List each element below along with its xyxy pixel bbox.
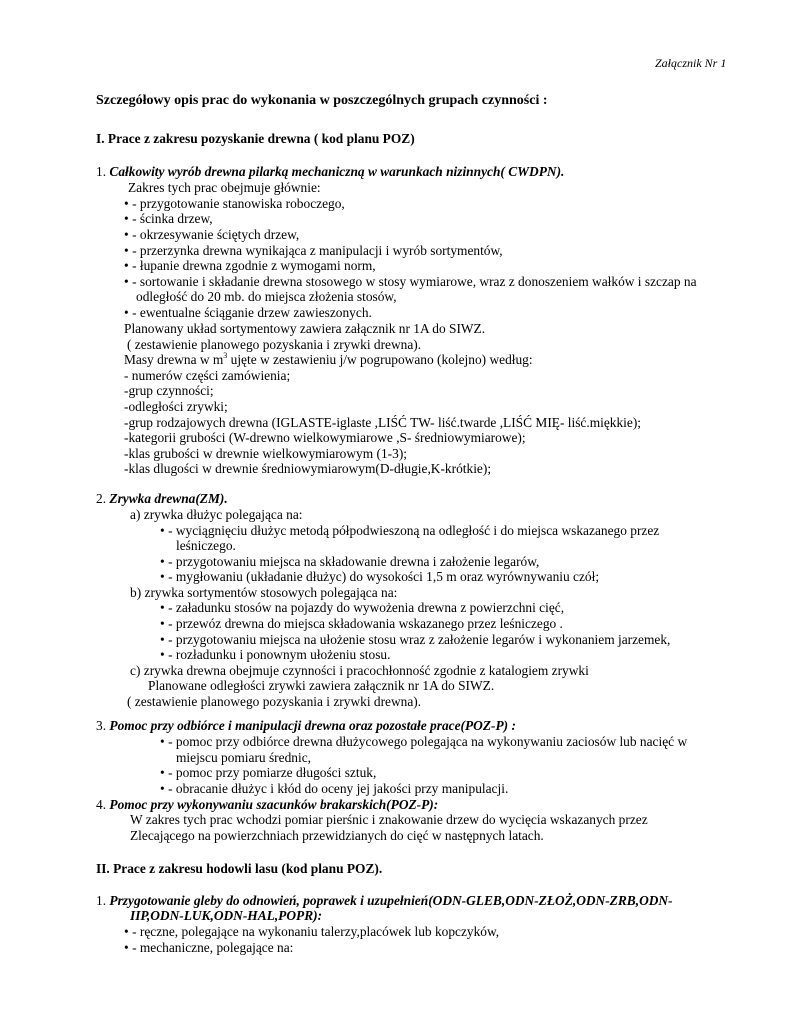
paragraph-line: W zakres tych prac wchodzi pomiar pierśnic i znakowanie drzew do wycięcia wskazanych przez — [130, 812, 648, 827]
list-item-continuation: leśniczego. — [176, 538, 236, 553]
list-item-text: - przygotowaniu miejsca na ułożenie stosu wraz z założenie legarów i wykonaniem jarzemek, — [168, 632, 671, 647]
bullet-icon: • — [160, 554, 165, 569]
list-item-text: - przerzynka drewna wynikająca z manipulacji i wyrób sortymentów, — [132, 243, 503, 258]
subitem-c-planned: Planowane odległości zrywki zawiera załącznik nr 1A do SIWZ. — [148, 678, 495, 693]
list-item — [124, 940, 293, 956]
bullet-icon: • — [124, 227, 129, 242]
group-item: -klas dlugości w drewnie średniowymiarowym(D-długie,K-krótkie); — [124, 461, 492, 476]
list-item — [124, 243, 503, 259]
bullet-icon: • — [160, 600, 165, 615]
bullet-icon: • — [124, 243, 129, 258]
section-1-heading: I. Prace z zakresu pozyskanie drewna ( kod planu POZ) — [96, 131, 415, 146]
list-item — [160, 632, 670, 648]
bullet-icon: • — [160, 616, 165, 631]
group-item: -klas grubości w drewnie wielkowymiarowym (1-3); — [124, 446, 407, 461]
bullet-icon: • — [160, 647, 165, 662]
list-item-text: - sortowanie i składanie drewna stosowego w stosy wymiarowe, wraz z donoszeniem wałków i szczap na — [132, 274, 697, 289]
list-item-continuation: odległość do 20 mb. do miejsca złożenia stosów, — [136, 289, 397, 304]
s1-item4-heading — [96, 797, 438, 813]
masses-text — [124, 352, 533, 368]
s1-item2-number: 2. — [96, 491, 107, 506]
list-item — [124, 924, 499, 940]
subitem-c-note: ( zestawienie planowego pozyskania i zrywki drewna). — [127, 694, 422, 709]
masses-text-end: ujęte w zestawieniu j/w pogrupowano (kolejno) według: — [227, 352, 533, 367]
subitem-a-label: a) zrywka dłużyc polegająca na: — [130, 507, 303, 522]
group-item: -grup czynności; — [124, 383, 214, 398]
bullet-icon: • — [124, 196, 129, 211]
list-item-text: - przewóz drewna do miejsca składowania wskazanego przez leśniczego . — [168, 616, 563, 631]
superscript: 3 — [223, 351, 228, 360]
list-item-text: - obracanie dłużyc i kłód do oceny jej jakości przy manipulacji. — [168, 781, 509, 796]
s1-item1-title: Całkowity wyrób drewna pilarką mechaniczną w warunkach nizinnych( CWDPN). — [109, 164, 565, 179]
s1-item3-number: 3. — [96, 718, 107, 733]
list-item — [124, 227, 299, 243]
list-item — [160, 781, 508, 797]
bullet-icon: • — [124, 305, 129, 320]
list-item — [124, 211, 213, 227]
list-item — [160, 734, 687, 750]
list-item-text: - przygotowaniu miejsca na składowanie drewna i założenie legarów, — [168, 554, 540, 569]
list-item — [160, 600, 564, 616]
bullet-icon: • — [160, 569, 165, 584]
list-item-text: - rozładunku i ponownym ułożeniu stosu. — [168, 647, 391, 662]
subitem-c-label: c) zrywka drewna obejmuje czynności i pracochłonność zgodnie z katalogiem zrywki — [130, 663, 589, 678]
list-item-continuation: miejscu pomiaru średnic, — [176, 750, 311, 765]
group-item: - numerów części zamówienia; — [124, 368, 291, 383]
list-item-text: - ręczne, polegające na wykonaniu talerzy,placówek lub kopczyków, — [132, 924, 500, 939]
planned-layout-text: Planowany układ sortymentowy zawiera załącznik nr 1A do SIWZ. — [124, 321, 486, 336]
list-item — [124, 305, 372, 321]
s2-item1-number: 1. — [96, 893, 107, 908]
s2-item1-title: Przygotowanie gleby do odnowień, poprawek i uzupełnień(ODN-GLEB,ODN-ZŁOŻ,ODN-ZRB,ODN- — [109, 893, 673, 908]
list-item — [160, 616, 563, 632]
bullet-icon: • — [160, 781, 165, 796]
list-item — [160, 569, 599, 585]
list-item-text: - okrzesywanie ściętych drzew, — [132, 227, 300, 242]
attachment-label: Załącznik Nr 1 — [655, 56, 727, 70]
list-item-text: - ścinka drzew, — [132, 211, 213, 226]
subitem-b-label: b) zrywka sortymentów stosowych polegająca na: — [130, 585, 398, 600]
group-item: -kategorii grubości (W-drewno wielkowymiarowe ,S- średniowymiarowe); — [124, 430, 526, 445]
paragraph-line: Zlecającego na powierzchniach przewidzianych do cięć w następnych latach. — [130, 828, 544, 843]
s2-item1-title-cont: IIP,ODN-LUK,ODN-HAL,POPR): — [130, 908, 323, 923]
s1-item3-heading — [96, 718, 516, 734]
list-item — [160, 765, 376, 781]
bullet-icon: • — [124, 258, 129, 273]
list-item-text: - mechaniczne, polegające na: — [132, 940, 294, 955]
s1-item4-number: 4. — [96, 797, 107, 812]
list-item — [160, 523, 659, 539]
planned-layout-note: ( zestawienie planowego pozyskania i zrywki drewna). — [127, 337, 422, 352]
section-2-heading: II. Prace z zakresu hodowli lasu (kod planu POZ). — [96, 861, 383, 876]
masses-text-start: Masy drewna w m — [124, 352, 224, 367]
list-item — [124, 274, 697, 290]
list-item — [160, 554, 539, 570]
list-item-text: - mygłowaniu (układanie dłużyc) do wysokości 1,5 m oraz wyrównywaniu czół; — [168, 569, 600, 584]
bullet-icon: • — [124, 924, 129, 939]
s2-item1-heading — [96, 893, 673, 909]
s1-item1-heading — [96, 164, 564, 180]
list-item — [124, 258, 376, 274]
list-item-text: - pomoc przy pomiarze długości sztuk, — [168, 765, 377, 780]
list-item-text: - wyciągnięciu dłużyc metodą półpodwieszoną na odległość i do miejsca wskazanego przez — [168, 523, 660, 538]
document-title: Szczegółowy opis prac do wykonania w poszczególnych grupach czynności : — [96, 93, 548, 108]
bullet-icon: • — [160, 734, 165, 749]
list-item-text: - przygotowanie stanowiska roboczego, — [132, 196, 345, 211]
bullet-icon: • — [124, 211, 129, 226]
s1-item1-intro: Zakres tych prac obejmuje głównie: — [128, 180, 321, 195]
list-item — [124, 196, 345, 212]
list-item-text: - pomoc przy odbiórce drewna dłużycowego polegająca na wykonywaniu zaciosów lub nacięć w — [168, 734, 688, 749]
s1-item2-heading — [96, 491, 228, 507]
list-item-text: - ewentualne ściąganie drzew zawieszonych. — [132, 305, 372, 320]
bullet-icon: • — [124, 274, 129, 289]
list-item — [160, 647, 390, 663]
s1-item1-number: 1. — [96, 164, 107, 179]
s1-item2-title: Zrywka drewna(ZM). — [109, 491, 228, 506]
group-item: -odległości zrywki; — [124, 399, 228, 414]
bullet-icon: • — [124, 940, 129, 955]
bullet-icon: • — [160, 765, 165, 780]
list-item-text: - załadunku stosów na pojazdy do wywożenia drewna z powierzchni cięć, — [168, 600, 565, 615]
s1-item4-title: Pomoc przy wykonywaniu szacunków brakarskich(POZ-P): — [109, 797, 439, 812]
group-item: -grup rodzajowych drewna (IGLASTE-iglaste ,LIŚĆ TW- liść.twarde ,LIŚĆ MIĘ- liść.miękkie); — [124, 415, 642, 430]
list-item-text: - łupanie drewna zgodnie z wymogami norm, — [132, 258, 376, 273]
s1-item3-title: Pomoc przy odbiórce i manipulacji drewna oraz pozostałe prace(POZ-P) : — [109, 718, 516, 733]
bullet-icon: • — [160, 632, 165, 647]
bullet-icon: • — [160, 523, 165, 538]
